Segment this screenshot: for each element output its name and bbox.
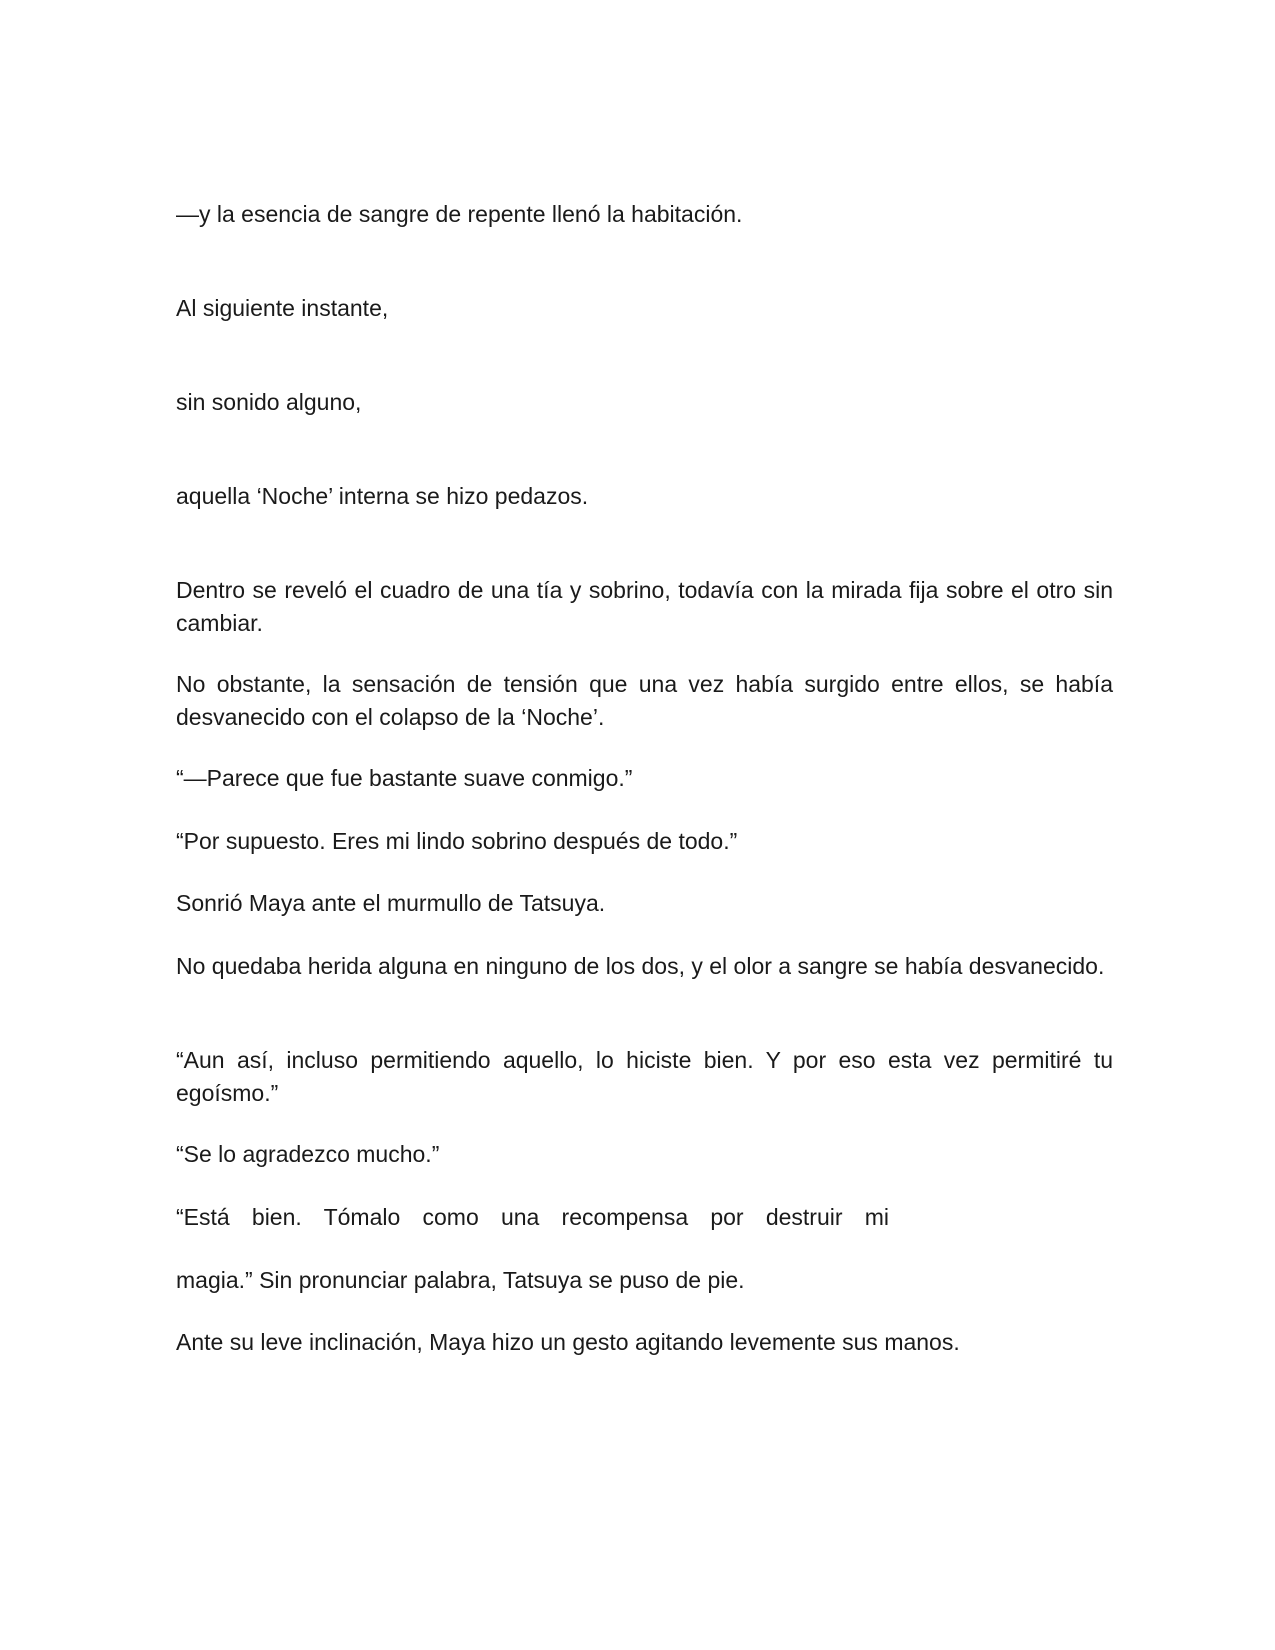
paragraph: Dentro se reveló el cuadro de una tía y sobrino, todavía con la mirada fija sobre el otro sin cambiar. bbox=[176, 577, 1113, 636]
paragraph: “—Parece que fue bastante suave conmigo.” bbox=[176, 765, 633, 791]
paragraph: sin sonido alguno, bbox=[176, 389, 362, 415]
paragraph: Ante su leve inclinación, Maya hizo un gesto agitando levemente sus manos. bbox=[176, 1329, 960, 1355]
paragraph: aquella ‘Noche’ interna se hizo pedazos. bbox=[176, 483, 589, 509]
paragraph: magia.” Sin pronunciar palabra, Tatsuya se puso de pie. bbox=[176, 1267, 745, 1293]
paragraph: “Aun así, incluso permitiendo aquello, lo hiciste bien. Y por eso esta vez permitiré tu egoísmo.” bbox=[176, 1047, 1113, 1106]
paragraph: —y la esencia de sangre de repente llenó la habitación. bbox=[176, 201, 743, 227]
paragraph: “Se lo agradezco mucho.” bbox=[176, 1141, 440, 1167]
paragraph: No quedaba herida alguna en ninguno de los dos, y el olor a sangre se había desvanecido. bbox=[176, 953, 1105, 979]
paragraph: Sonrió Maya ante el murmullo de Tatsuya. bbox=[176, 890, 606, 916]
paragraph: “Está bien. Tómalo como una recompensa por destruir mi bbox=[176, 1204, 889, 1230]
paragraph: “Por supuesto. Eres mi lindo sobrino después de todo.” bbox=[176, 828, 738, 854]
paragraph: No obstante, la sensación de tensión que una vez había surgido entre ellos, se había desvanecido con el colapso de la ‘Noche’. bbox=[176, 671, 1113, 730]
paragraph: Al siguiente instante, bbox=[176, 295, 389, 321]
